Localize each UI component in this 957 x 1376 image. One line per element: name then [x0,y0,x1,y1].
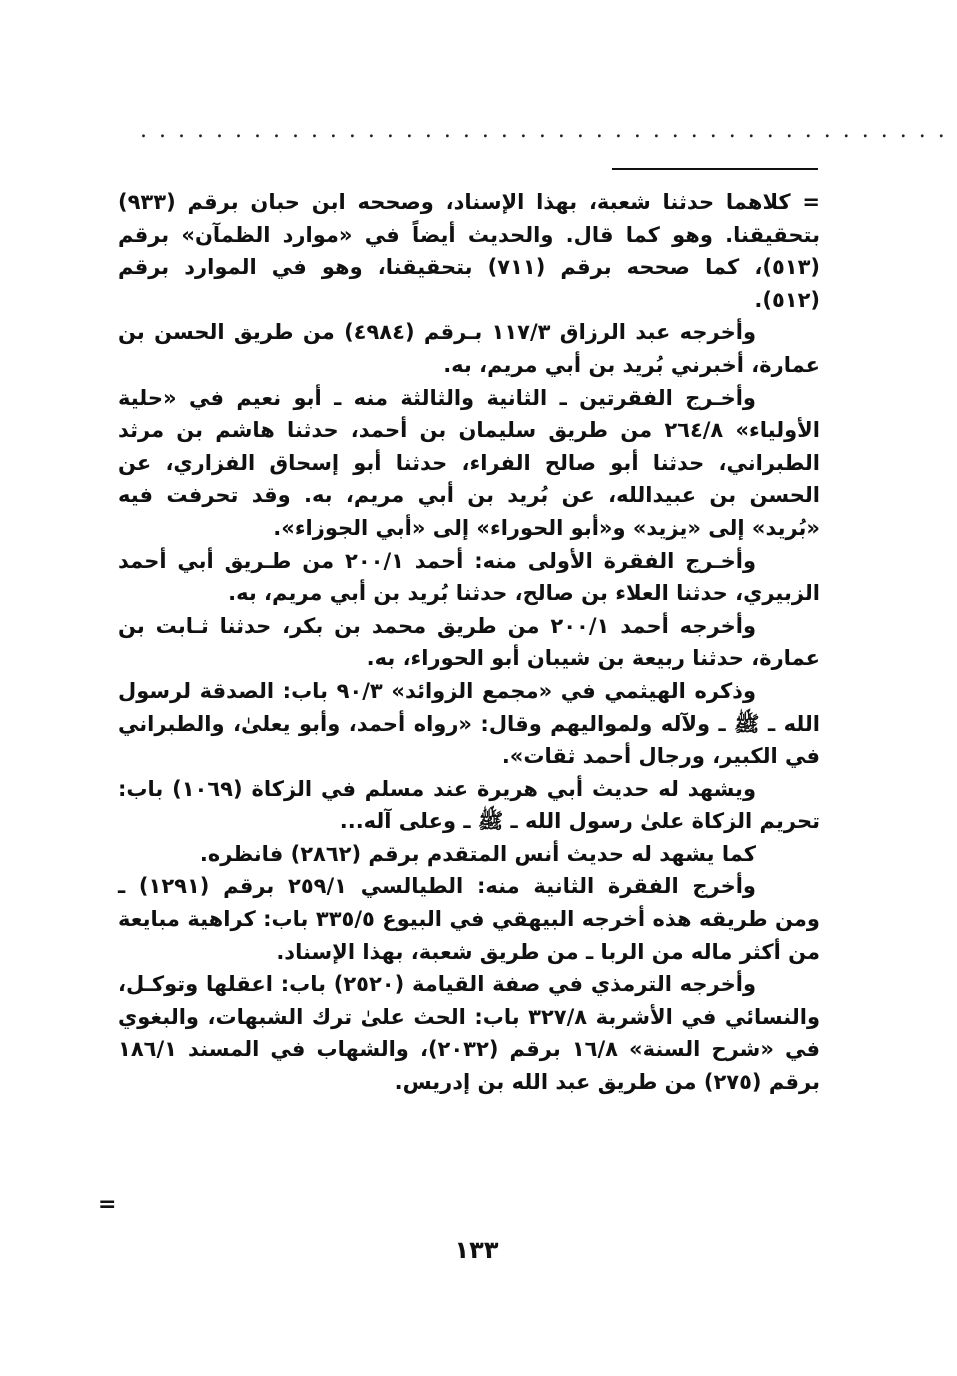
paragraph-9: وأخرج الفقرة الثانية منه: الطيالسي ٢٥٩/١ برقم (١٢٩١) ـ ومن طريقه هذه أخرجه البيهقي في البيوع ٣٣٥/٥ باب: كراهية مبايعة من أكثر ماله من الربا ـ من طريق شعبة، بهذا الإسناد. [118,874,820,964]
paragraph-10: وأخرجه الترمذي في صفة القيامة (٢٥٢٠) باب: اعقلها وتوكـل، والنسائي في الأشربة ٣٢٧/٨ باب: الحث علىٰ ترك الشبهات، والبغوي في «شرح السنة» ١٦/٨ برقم (٢٠٣٢)، والشهاب في المسند ١٨٦/١ برقم (٢٧٥) من طريق عبد الله بن إدريس. [118,972,820,1095]
continuation-mark: = [98,1192,117,1217]
footnote-rule [612,168,818,170]
paragraph-2: وأخرجه عبد الرزاق ١١٧/٣ بـرقم (٤٩٨٤) من طريق الحسن بن عمارة، أخبرني بُريد بن أبي مريم، به. [118,320,820,377]
paragraph-8: كما يشهد له حديث أنس المتقدم برقم (٢٨٦٢) فانظره. [199,841,756,866]
paragraph-4: وأخـرج الفقرة الأولى منه: أحمد ٢٠٠/١ من طـريق أبي أحمد الزبيري، حدثنا العلاء بن صالح، حدثنا بُريد بن أبي مريم، به. [118,548,820,606]
page-number: ١٣٣ [454,1236,499,1264]
dotted-separator: ........................................... [140,118,957,143]
paragraph-7: ويشهد له حديث أبي هريرة عند مسلم في الزكاة (١٠٦٩) باب: تحريم الزكاة علىٰ رسول الله ـ ﷺ ـ وعلى آله... [118,776,820,834]
footnote-text [118,186,820,1099]
paragraph-3: وأخـرج الفقرتين ـ الثانية والثالثة منه ـ أبو نعيم في «حلية الأولياء» ٢٦٤/٨ من طريق سليمان بن أحمد، حدثنا هاشم بن مرثد الطبراني، حدثنا أبو صالح الفراء، حدثنا أبو إسحاق الفزاري، عن الحسن بن عبيدالله، عن بُريد بن أبي مريم، به. وقد تحرفت فيه «بُريد» إلى «يزيد» و«أبو الحوراء» إلى «أبي الجوزاء». [118,385,820,540]
paragraph-5: وأخرجه أحمد ٢٠٠/١ من طريق محمد بن بكر، حدثنا ثـابت بن عمارة، حدثنا ربيعة بن شيبان أبو الحوراء، به. [118,613,820,671]
paragraph-6: وذكره الهيثمي في «مجمع الزوائد» ٩٠/٣ باب: الصدقة لرسول الله ـ ﷺ ـ ولآله ولمواليهم وقال: «رواه أحمد، وأبو يعلىٰ، والطبراني في الكبير، ورجال أحمد ثقات». [118,678,820,769]
paragraph-1: = كلاهما حدثنا شعبة، بهذا الإسناد، وصححه ابن حبان برقم (٩٣٣) بتحقيقنا. وهو كما قال. والحديث أيضاً في «موارد الظمآن» برقم (٥١٣)، كما صححه برقم (٧١١) بتحقيقنا، وهو في الموارد برقم (٥١٢). [118,190,820,312]
